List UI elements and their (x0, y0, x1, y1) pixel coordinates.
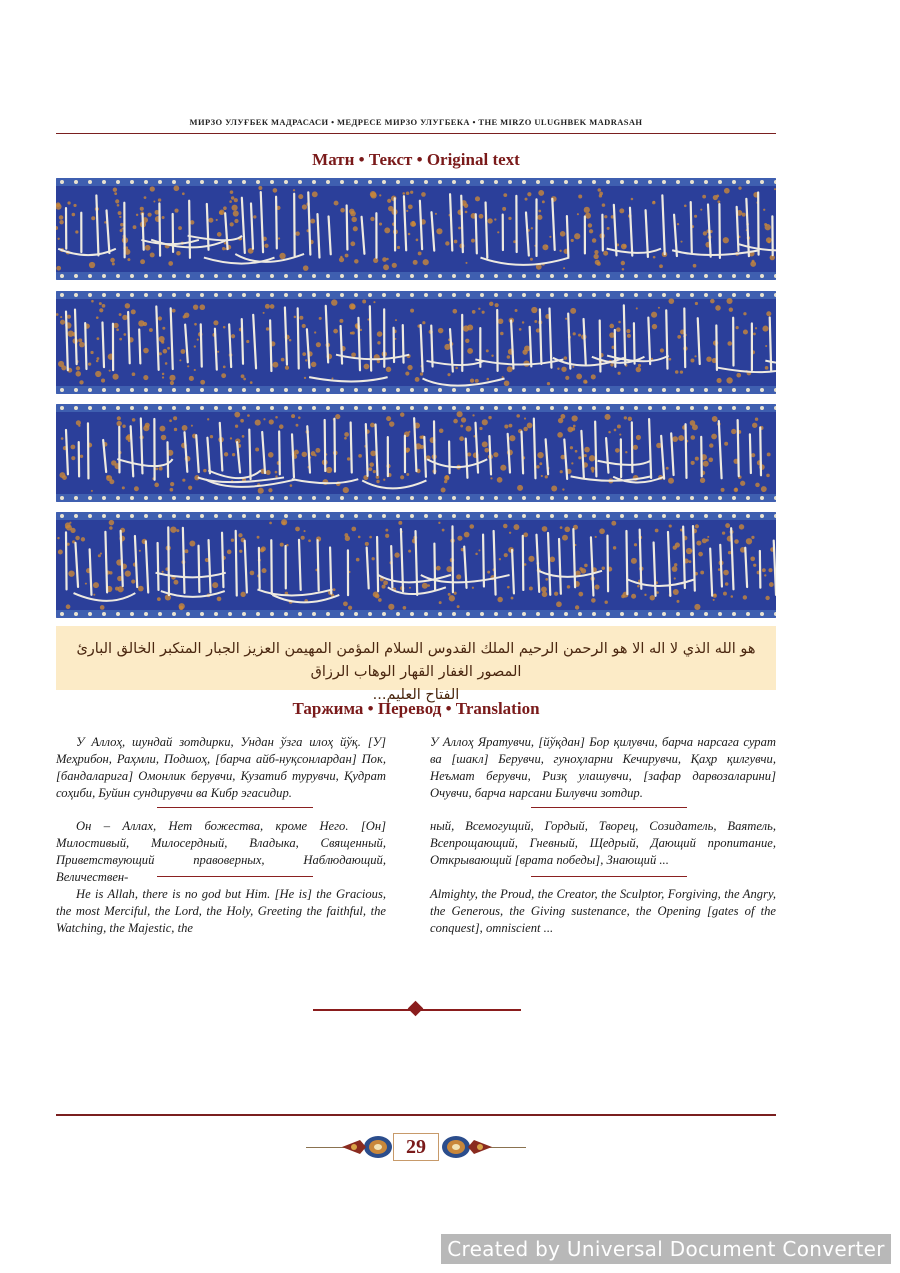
separator-left-1 (157, 807, 313, 808)
running-head: МИРЗО УЛУҒБЕК МАДРАСАСИ • МЕДРЕСЕ МИРЗО УЛУГБЕКА • THE MIRZO ULUGHBEK MADRASAH (189, 117, 643, 127)
uzbek-translation-right (430, 734, 776, 802)
arabic-line-2: الفتاح العليم... (372, 687, 460, 703)
english-translation-left (56, 886, 386, 937)
english-left-paragraph: He is Allah, there is no god but Him. [He is] the Gracious, the most Merciful, the Lord, the Holy, Greeting the faithful, the Watching, the Majestic, the (56, 887, 386, 935)
diamond-ornament-icon (408, 1001, 424, 1017)
translation-title: Таржима • Перевод • Translation (292, 699, 540, 718)
english-translation-right (430, 886, 776, 937)
ornament-left-icon (340, 1134, 394, 1160)
separator-right-2 (531, 876, 687, 877)
inscription-photo-1 (56, 178, 776, 280)
inscription-photo-2 (56, 291, 776, 394)
footer-rule (56, 1114, 776, 1116)
header-rule (56, 133, 776, 134)
uzbek-translation-left (56, 734, 386, 802)
english-right-paragraph: Almighty, the Proud, the Creator, the Sculptor, Forgiving, the Angry, the Generous, the Giving sustenance, the Opening [gates of the conquest], omniscient ... (430, 887, 776, 935)
inscription-photo-4 (56, 512, 776, 618)
ornament-line-right (419, 1009, 521, 1011)
separator-left-2 (157, 876, 313, 877)
russian-translation-right (430, 818, 776, 869)
uzbek-left-paragraph: У Аллоҳ, шундай зотдирки, Ундан ўзга илоҳ йўқ. [У] Меҳрибон, Раҳмли, Подшоҳ, [барча айб-нуқсонлардан] Пок, [бандаларига] Омонлик берувчи, Кузатиб турувчи, Қудрат соҳиби, Буйин сундирувчи ва Кибр эгасидир. (56, 735, 386, 800)
russian-right-paragraph: ный, Всемогущий, Гордый, Творец, Созидатель, Ваятель, Всепрощающий, Гневный, Щедрый, Дающий пропитание, Открывающий [врата победы], Знающий ... (430, 819, 776, 867)
arabic-line-1: هو الله الذي لا اله الا هو الرحمن الرحيم الملك القدوس السلام المؤمن المهيمن العزيز الجبار المتكبر الخالق البارئ المصور الغفار القهار الوهاب الرزاق (76, 641, 756, 680)
ornament-line-left (313, 1009, 413, 1011)
separator-right-1 (531, 807, 687, 808)
uzbek-right-paragraph: У Аллоҳ Яратувчи, [йўқдан] Бор қилувчи, барча нарсага сурат ва [шакл] Берувчи, гуноҳларни Кечирувчи, Қаҳр қилгувчи, Неъмат берувчи, Ризқ улашувчи, [зафар дарвозаларини] Очувчи, барча нарсани Билувчи зотдир. (430, 735, 776, 800)
russian-left-paragraph: Он – Аллах, Нет божества, кроме Него. [Он] Милостивый, Милосердный, Владыка, Священный, Приветствующий правоверных, Наблюдающий, Величествен- (56, 819, 386, 884)
inscription-photo-3 (56, 404, 776, 502)
converter-watermark: Created by Universal Document Converter (441, 1234, 891, 1264)
arabic-original-text (56, 626, 776, 703)
original-text-title: Матн • Текст • Original text (312, 150, 520, 169)
page-number: 29 (393, 1133, 439, 1161)
ornament-right-icon (440, 1134, 494, 1160)
